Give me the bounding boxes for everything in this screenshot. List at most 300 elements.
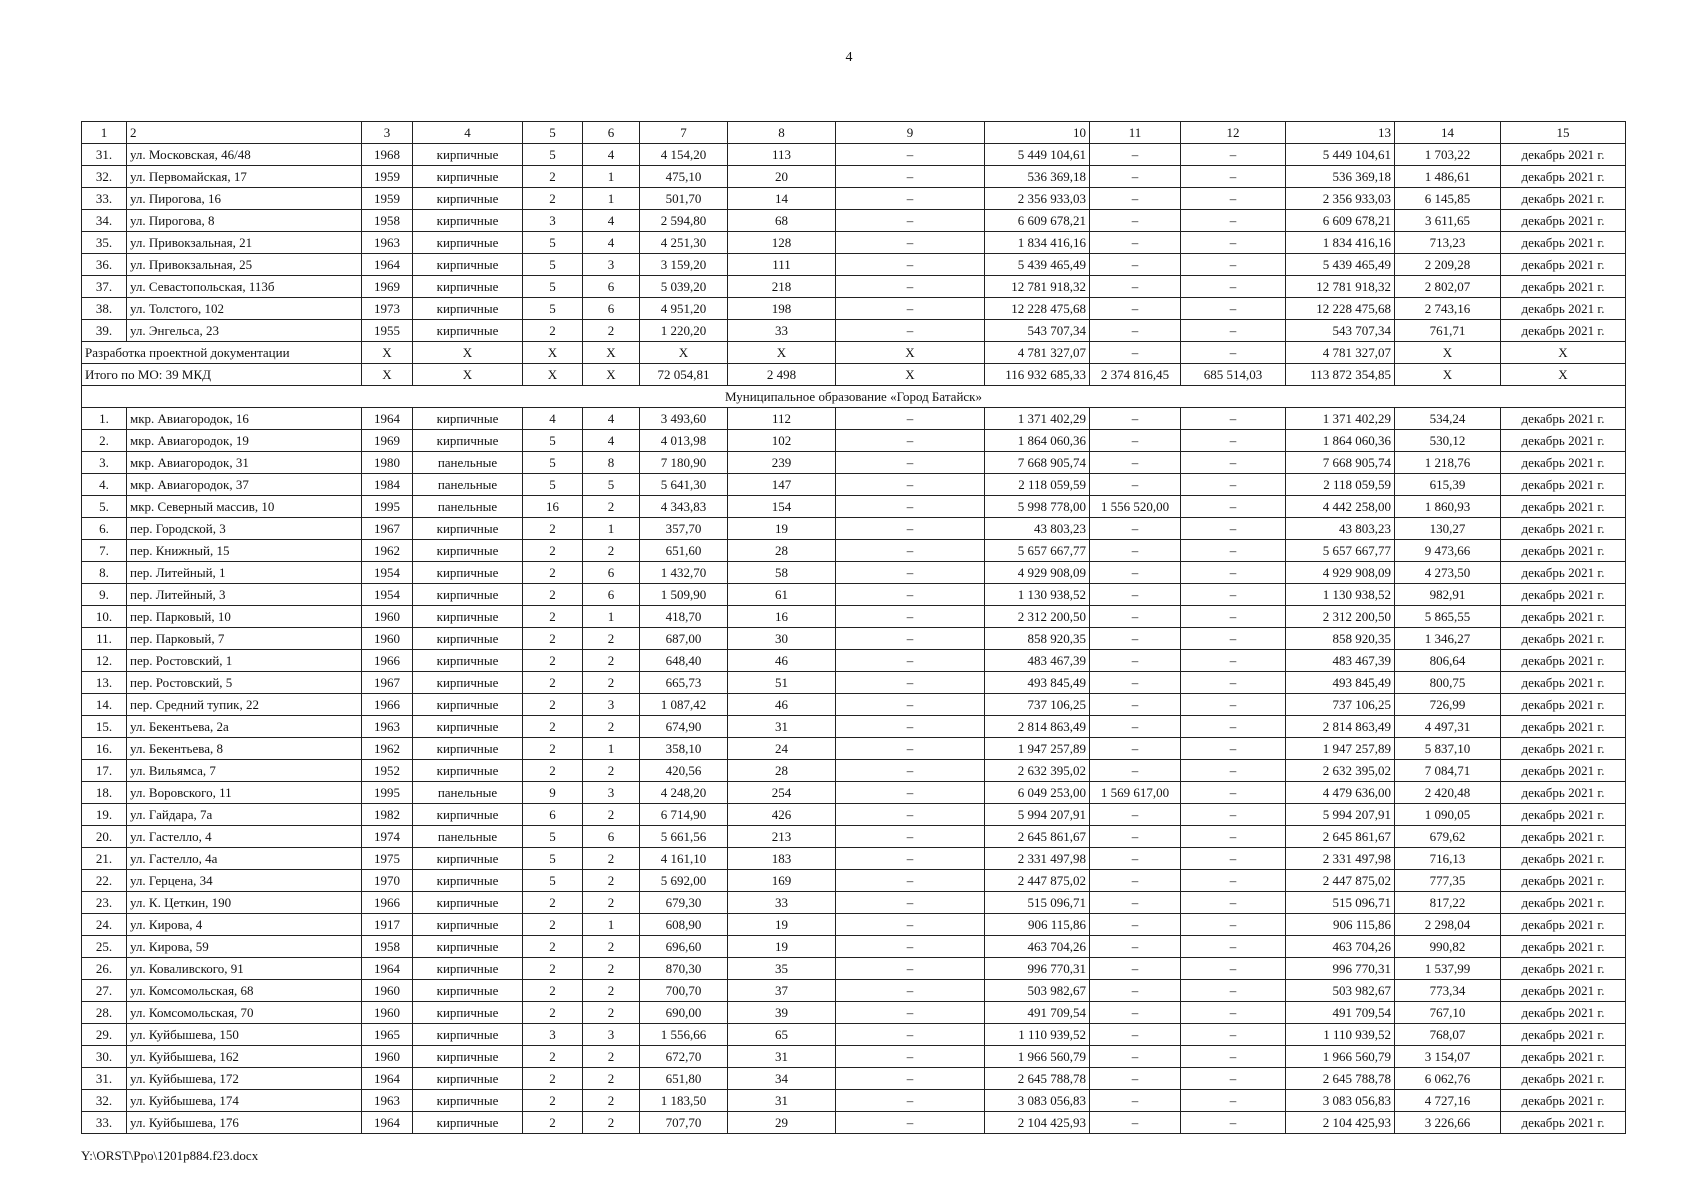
table-cell-col-14: 7 084,71: [1395, 760, 1501, 782]
table-cell-col-11: –: [1090, 452, 1181, 474]
table-cell-col-7: 358,10: [640, 738, 728, 760]
table-cell-col-9: –: [836, 1112, 985, 1134]
table-cell-col-15: декабрь 2021 г.: [1501, 738, 1626, 760]
table-cell-col-13: 2 331 497,98: [1286, 848, 1395, 870]
table-cell-col-9: –: [836, 1090, 985, 1112]
table-row: [82, 254, 1626, 276]
table-cell-col-7: 679,30: [640, 892, 728, 914]
table-cell-col-10: 463 704,26: [985, 936, 1090, 958]
table-cell-col-13: 1 371 402,29: [1286, 408, 1395, 430]
table-cell-col-2: ул. Кирова, 59: [127, 936, 362, 958]
table-cell-col-14: 3 226,66: [1395, 1112, 1501, 1134]
table-cell-col-14: 4 273,50: [1395, 562, 1501, 584]
table-cell-col-6: 3: [583, 1024, 640, 1046]
table-cell-col-15: X: [1501, 364, 1626, 386]
table-row: [82, 826, 1626, 848]
table-cell-col-1: 11.: [82, 628, 127, 650]
table-row: [82, 650, 1626, 672]
table-cell-col-15: декабрь 2021 г.: [1501, 408, 1626, 430]
table-cell-col-2: ул. Первомайская, 17: [127, 166, 362, 188]
table-cell-col-15: декабрь 2021 г.: [1501, 826, 1626, 848]
table-cell-col-4: кирпичные: [413, 1024, 523, 1046]
table-cell-col-9: –: [836, 782, 985, 804]
table-cell-col-2: пер. Литейный, 1: [127, 562, 362, 584]
table-cell-col-15: декабрь 2021 г.: [1501, 320, 1626, 342]
table-cell-col-6: 2: [583, 804, 640, 826]
table-cell-col-2: мкр. Авиагородок, 31: [127, 452, 362, 474]
table-cell-col-3: 1959: [362, 188, 413, 210]
table-cell-col-15: 15: [1501, 122, 1626, 144]
table-cell-col-1: 37.: [82, 276, 127, 298]
table-cell-col-4: кирпичные: [413, 1112, 523, 1134]
table-cell-col-10: 2 632 395,02: [985, 760, 1090, 782]
table-row: [82, 980, 1626, 1002]
table-cell-col-11: –: [1090, 892, 1181, 914]
table-cell-col-8: 113: [728, 144, 836, 166]
table-row: [82, 958, 1626, 980]
table-cell-col-13: 2 356 933,03: [1286, 188, 1395, 210]
table-cell-col-2: ул. Куйбышева, 176: [127, 1112, 362, 1134]
table-cell-col-11: –: [1090, 188, 1181, 210]
table-cell-col-7: 870,30: [640, 958, 728, 980]
table-cell-col-14: 777,35: [1395, 870, 1501, 892]
table-cell-col-5: 2: [523, 980, 583, 1002]
table-row: [82, 760, 1626, 782]
table-cell-col-2: пер. Парковый, 7: [127, 628, 362, 650]
table-cell-col-3: 1967: [362, 518, 413, 540]
table-cell-col-1: 3.: [82, 452, 127, 474]
table-cell-col-9: 9: [836, 122, 985, 144]
table-cell-col-7: 475,10: [640, 166, 728, 188]
table-cell-col-7: 687,00: [640, 628, 728, 650]
table-cell-col-12: –: [1181, 738, 1286, 760]
table-cell-col-8: 213: [728, 826, 836, 848]
table-cell-col-5: 2: [523, 958, 583, 980]
table-cell-col-12: –: [1181, 342, 1286, 364]
table-cell-col-1: 10.: [82, 606, 127, 628]
table-cell-col-6: 1: [583, 188, 640, 210]
table-cell-col-4: кирпичные: [413, 1090, 523, 1112]
table-cell-col-5: 6: [523, 804, 583, 826]
table-cell-col-11: –: [1090, 826, 1181, 848]
table-cell-col-6: 6: [583, 826, 640, 848]
table-cell-col-15: декабрь 2021 г.: [1501, 1024, 1626, 1046]
table-row: [82, 694, 1626, 716]
table-cell-col-13: 737 106,25: [1286, 694, 1395, 716]
table-cell-col-9: –: [836, 562, 985, 584]
table-cell-col-15: декабрь 2021 г.: [1501, 936, 1626, 958]
table-cell-col-4: кирпичные: [413, 1002, 523, 1024]
table-cell-col-15: X: [1501, 342, 1626, 364]
table-cell-col-6: X: [583, 364, 640, 386]
table-cell-col-12: –: [1181, 320, 1286, 342]
table-cell-col-14: 130,27: [1395, 518, 1501, 540]
table-cell-col-14: 2 298,04: [1395, 914, 1501, 936]
table-cell-col-6: 4: [583, 144, 640, 166]
table-cell-col-5: 5: [523, 870, 583, 892]
table-cell-col-11: –: [1090, 650, 1181, 672]
table-cell-col-1: 13.: [82, 672, 127, 694]
table-cell-col-14: 767,10: [1395, 1002, 1501, 1024]
table-cell-col-4: X: [413, 364, 523, 386]
table-cell-col-7: 72 054,81: [640, 364, 728, 386]
table-cell-col-1: 26.: [82, 958, 127, 980]
buildings-table: [81, 121, 1626, 1134]
table-cell-col-14: 2 420,48: [1395, 782, 1501, 804]
table-cell-col-13: 7 668 905,74: [1286, 452, 1395, 474]
table-cell-col-13: 2 632 395,02: [1286, 760, 1395, 782]
table-cell-col-12: –: [1181, 716, 1286, 738]
table-cell-col-2: ул. Энгельса, 23: [127, 320, 362, 342]
table-row: [82, 584, 1626, 606]
table-cell-col-4: кирпичные: [413, 694, 523, 716]
table-cell-col-10: 4 781 327,07: [985, 342, 1090, 364]
table-cell-col-13: 996 770,31: [1286, 958, 1395, 980]
table-cell-col-3: 1974: [362, 826, 413, 848]
table-cell-col-8: 102: [728, 430, 836, 452]
table-cell-col-15: декабрь 2021 г.: [1501, 430, 1626, 452]
table-cell-col-15: декабрь 2021 г.: [1501, 210, 1626, 232]
table-cell-col-9: –: [836, 1046, 985, 1068]
table-cell-col-8: 31: [728, 1046, 836, 1068]
table-cell-col-1: 17.: [82, 760, 127, 782]
table-cell-col-13: 503 982,67: [1286, 980, 1395, 1002]
table-row: [82, 1002, 1626, 1024]
table-cell-col-14: 5 837,10: [1395, 738, 1501, 760]
table-cell-col-13: 2 645 788,78: [1286, 1068, 1395, 1090]
table-cell-col-3: 1995: [362, 782, 413, 804]
table-cell-col-15: декабрь 2021 г.: [1501, 958, 1626, 980]
table-cell-col-5: 2: [523, 166, 583, 188]
table-cell-col-1: 14.: [82, 694, 127, 716]
table-cell-col-13: 5 657 667,77: [1286, 540, 1395, 562]
design-docs-row: [82, 342, 1626, 364]
table-cell-col-5: 5: [523, 276, 583, 298]
table-cell-col-5: 2: [523, 1112, 583, 1134]
table-row: [82, 210, 1626, 232]
table-cell-col-6: 2: [583, 540, 640, 562]
table-cell-col-5: 2: [523, 760, 583, 782]
table-cell-col-3: 1964: [362, 1112, 413, 1134]
table-cell-col-10: 543 707,34: [985, 320, 1090, 342]
table-cell-col-5: 5: [523, 474, 583, 496]
table-cell-col-12: –: [1181, 848, 1286, 870]
table-cell-col-14: 3 611,65: [1395, 210, 1501, 232]
table-cell-col-2: пер. Средний тупик, 22: [127, 694, 362, 716]
table-cell-col-12: –: [1181, 540, 1286, 562]
table-cell-col-1: 36.: [82, 254, 127, 276]
table-cell-col-6: 2: [583, 320, 640, 342]
table-cell-col-14: X: [1395, 364, 1501, 386]
table-cell-col-5: 2: [523, 584, 583, 606]
table-cell-col-6: 3: [583, 254, 640, 276]
table-row: [82, 892, 1626, 914]
table-cell-col-10: 5 994 207,91: [985, 804, 1090, 826]
table-cell-col-4: кирпичные: [413, 936, 523, 958]
table-cell-col-3: 1964: [362, 408, 413, 430]
table-row: [82, 1046, 1626, 1068]
table-cell-col-7: 6 714,90: [640, 804, 728, 826]
table-cell-col-4: кирпичные: [413, 298, 523, 320]
table-cell-col-1: 22.: [82, 870, 127, 892]
table-cell-col-12: –: [1181, 1090, 1286, 1112]
table-cell-col-6: 6: [583, 298, 640, 320]
table-cell-col-8: 65: [728, 1024, 836, 1046]
table-cell-col-3: 1969: [362, 276, 413, 298]
table-cell-col-15: декабрь 2021 г.: [1501, 980, 1626, 1002]
table-cell-col-3: 1970: [362, 870, 413, 892]
table-cell-col-15: декабрь 2021 г.: [1501, 298, 1626, 320]
table-cell-col-13: 12 781 918,32: [1286, 276, 1395, 298]
table-cell-col-10: 1 371 402,29: [985, 408, 1090, 430]
table-cell-col-5: 5: [523, 848, 583, 870]
table-cell-col-9: –: [836, 672, 985, 694]
table-cell-col-12: –: [1181, 562, 1286, 584]
table-cell-col-9: –: [836, 694, 985, 716]
table-cell-col-7: 3 493,60: [640, 408, 728, 430]
table-cell-col-6: 2: [583, 760, 640, 782]
table-cell-col-2: мкр. Авиагородок, 19: [127, 430, 362, 452]
table-cell-col-8: 24: [728, 738, 836, 760]
table-cell-col-15: декабрь 2021 г.: [1501, 650, 1626, 672]
table-row: [82, 870, 1626, 892]
table-cell-col-11: –: [1090, 804, 1181, 826]
table-cell-col-10: 483 467,39: [985, 650, 1090, 672]
table-cell-col-2: ул. Пирогова, 8: [127, 210, 362, 232]
table-cell-col-13: 491 709,54: [1286, 1002, 1395, 1024]
table-cell-col-5: 5: [523, 452, 583, 474]
table-cell-col-12: –: [1181, 1024, 1286, 1046]
table-cell-col-6: 2: [583, 1046, 640, 1068]
table-cell-col-7: 4 154,20: [640, 144, 728, 166]
table-cell-col-15: декабрь 2021 г.: [1501, 1002, 1626, 1024]
table-cell-col-3: 1969: [362, 430, 413, 452]
table-cell-col-11: –: [1090, 1002, 1181, 1024]
table-cell-col-13: 2 104 425,93: [1286, 1112, 1395, 1134]
table-cell-col-1: 15.: [82, 716, 127, 738]
table-row: [82, 1068, 1626, 1090]
table-cell-col-6: 2: [583, 1090, 640, 1112]
table-cell-col-13: 3 083 056,83: [1286, 1090, 1395, 1112]
table-cell-col-12: –: [1181, 1046, 1286, 1068]
table-cell-col-13: 2 312 200,50: [1286, 606, 1395, 628]
table-cell-col-6: 4: [583, 430, 640, 452]
table-cell-col-11: –: [1090, 254, 1181, 276]
table-cell-col-12: –: [1181, 496, 1286, 518]
table-cell-col-6: 2: [583, 892, 640, 914]
table-cell-col-9: –: [836, 496, 985, 518]
table-cell-col-10: 2 447 875,02: [985, 870, 1090, 892]
table-cell-col-7: 674,90: [640, 716, 728, 738]
table-cell-col-3: X: [362, 342, 413, 364]
table-cell-col-15: декабрь 2021 г.: [1501, 782, 1626, 804]
table-cell-col-11: –: [1090, 914, 1181, 936]
table-cell-col-12: –: [1181, 188, 1286, 210]
table-cell-col-4: кирпичные: [413, 848, 523, 870]
table-cell-col-10: 1 947 257,89: [985, 738, 1090, 760]
table-cell-col-6: 2: [583, 1068, 640, 1090]
table-cell-col-13: 2 814 863,49: [1286, 716, 1395, 738]
table-cell-col-14: 768,07: [1395, 1024, 1501, 1046]
table-cell-col-9: X: [836, 364, 985, 386]
table-cell-col-6: 2: [583, 870, 640, 892]
table-cell-col-4: кирпичные: [413, 804, 523, 826]
table-cell-col-3: 1955: [362, 320, 413, 342]
table-cell-col-3: 1975: [362, 848, 413, 870]
table-row: [82, 628, 1626, 650]
table-cell-col-8: 254: [728, 782, 836, 804]
table-cell-col-5: 2: [523, 738, 583, 760]
table-cell-col-11: –: [1090, 936, 1181, 958]
table-cell-col-10: 12 781 918,32: [985, 276, 1090, 298]
table-cell-col-11: –: [1090, 958, 1181, 980]
table-cell-col-5: 5: [523, 826, 583, 848]
table-cell-col-15: декабрь 2021 г.: [1501, 166, 1626, 188]
table-cell-col-10: 5 449 104,61: [985, 144, 1090, 166]
table-cell-col-12: –: [1181, 518, 1286, 540]
table-cell-col-6: 2: [583, 958, 640, 980]
table-cell-col-13: 5 449 104,61: [1286, 144, 1395, 166]
table-cell-col-10: 12 228 475,68: [985, 298, 1090, 320]
table-cell-col-5: 2: [523, 936, 583, 958]
table-cell-col-13: 5 994 207,91: [1286, 804, 1395, 826]
table-cell-col-3: 1982: [362, 804, 413, 826]
page-number: 4: [845, 50, 853, 65]
table-row: [82, 144, 1626, 166]
table-cell-col-9: –: [836, 892, 985, 914]
table-cell-col-4: панельные: [413, 782, 523, 804]
table-cell-col-7: 4 951,20: [640, 298, 728, 320]
table-cell-col-5: 2: [523, 188, 583, 210]
table-cell-col-4: кирпичные: [413, 210, 523, 232]
table-cell-col-2: ул. Бекентьева, 2а: [127, 716, 362, 738]
table-cell-col-9: –: [836, 628, 985, 650]
table-cell-col-1: 35.: [82, 232, 127, 254]
table-cell-col-5: 9: [523, 782, 583, 804]
table-cell-col-15: декабрь 2021 г.: [1501, 188, 1626, 210]
table-cell-col-6: 1: [583, 738, 640, 760]
table-cell-col-3: 1960: [362, 1046, 413, 1068]
table-cell-col-10: 2 331 497,98: [985, 848, 1090, 870]
table-cell-col-1: 25.: [82, 936, 127, 958]
table-cell-col-14: 1 537,99: [1395, 958, 1501, 980]
table-cell-col-10: 3 083 056,83: [985, 1090, 1090, 1112]
table-cell-col-9: –: [836, 870, 985, 892]
table-cell-col-4: кирпичные: [413, 650, 523, 672]
table-cell-col-13: 4 479 636,00: [1286, 782, 1395, 804]
table-cell-col-14: 1 090,05: [1395, 804, 1501, 826]
table-cell-col-15: декабрь 2021 г.: [1501, 1112, 1626, 1134]
table-cell-col-8: 68: [728, 210, 836, 232]
table-cell-col-6: 2: [583, 672, 640, 694]
table-cell-col-4: кирпичные: [413, 188, 523, 210]
table-cell-col-14: 6 062,76: [1395, 1068, 1501, 1090]
table-row: [82, 430, 1626, 452]
table-cell-col-13: 463 704,26: [1286, 936, 1395, 958]
table-cell-col-8: 8: [728, 122, 836, 144]
table-cell-col-12: –: [1181, 254, 1286, 276]
table-cell-col-9: –: [836, 760, 985, 782]
table-cell-col-6: 4: [583, 408, 640, 430]
table-cell-col-10: 493 845,49: [985, 672, 1090, 694]
table-cell-col-4: кирпичные: [413, 540, 523, 562]
table-cell-col-13: 1 966 560,79: [1286, 1046, 1395, 1068]
table-cell-col-14: 761,71: [1395, 320, 1501, 342]
table-cell-col-1: 38.: [82, 298, 127, 320]
table-cell-col-14: 5 865,55: [1395, 606, 1501, 628]
table-cell-col-8: 147: [728, 474, 836, 496]
table-cell-col-4: панельные: [413, 474, 523, 496]
table-cell-col-9: –: [836, 958, 985, 980]
table-cell-col-1: 30.: [82, 1046, 127, 1068]
table-cell-col-1: 1: [82, 122, 127, 144]
table-cell-col-3: 1973: [362, 298, 413, 320]
table-cell-col-15: декабрь 2021 г.: [1501, 1090, 1626, 1112]
table-cell-col-8: 14: [728, 188, 836, 210]
table-cell-col-14: 2 209,28: [1395, 254, 1501, 276]
section-title: Муниципальное образование «Город Батайск»: [82, 386, 1626, 408]
table-cell-col-12: –: [1181, 408, 1286, 430]
table-cell-col-2: пер. Парковый, 10: [127, 606, 362, 628]
table-row: [82, 782, 1626, 804]
table-cell-col-14: 2 743,16: [1395, 298, 1501, 320]
table-cell-col-12: –: [1181, 166, 1286, 188]
table-row: [82, 716, 1626, 738]
table-cell-col-5: 2: [523, 892, 583, 914]
table-cell-col-8: 33: [728, 892, 836, 914]
table-cell-col-10: 5 998 778,00: [985, 496, 1090, 518]
table-cell-col-14: 4 497,31: [1395, 716, 1501, 738]
table-row: [82, 804, 1626, 826]
table-cell-col-3: 1984: [362, 474, 413, 496]
table-cell-col-1: 6.: [82, 518, 127, 540]
table-cell-col-2: ул. Севастопольская, 113б: [127, 276, 362, 298]
table-cell-col-12: –: [1181, 870, 1286, 892]
table-cell-col-7: 1 183,50: [640, 1090, 728, 1112]
table-cell-col-6: 6: [583, 276, 640, 298]
table-cell-col-5: 16: [523, 496, 583, 518]
table-cell-col-10: 2 645 861,67: [985, 826, 1090, 848]
table-row: [82, 672, 1626, 694]
table-cell-col-10: 515 096,71: [985, 892, 1090, 914]
table-cell-col-15: декабрь 2021 г.: [1501, 518, 1626, 540]
table-cell-col-1: 29.: [82, 1024, 127, 1046]
table-cell-col-6: 2: [583, 628, 640, 650]
table-cell-col-3: 1995: [362, 496, 413, 518]
table-cell-col-14: 6 145,85: [1395, 188, 1501, 210]
table-cell-col-12: –: [1181, 694, 1286, 716]
table-cell-col-4: кирпичные: [413, 276, 523, 298]
table-cell-col-11: –: [1090, 848, 1181, 870]
table-row: [82, 518, 1626, 540]
table-cell-col-3: 1965: [362, 1024, 413, 1046]
table-cell-col-7: 700,70: [640, 980, 728, 1002]
table-cell-col-7: 5 661,56: [640, 826, 728, 848]
table-cell-col-8: 154: [728, 496, 836, 518]
table-cell-col-13: 1 947 257,89: [1286, 738, 1395, 760]
table-cell-col-15: декабрь 2021 г.: [1501, 254, 1626, 276]
table-cell-col-6: 3: [583, 694, 640, 716]
table-cell-col-10: 6 049 253,00: [985, 782, 1090, 804]
table-cell-col-11: –: [1090, 276, 1181, 298]
table-cell-col-9: –: [836, 320, 985, 342]
total-row-label: Итого по МО: 39 МКД: [82, 364, 362, 386]
table-cell-col-14: 4 727,16: [1395, 1090, 1501, 1112]
table-cell-col-1: 23.: [82, 892, 127, 914]
table-cell-col-3: 1967: [362, 672, 413, 694]
table-cell-col-4: кирпичные: [413, 144, 523, 166]
table-cell-col-11: –: [1090, 408, 1181, 430]
